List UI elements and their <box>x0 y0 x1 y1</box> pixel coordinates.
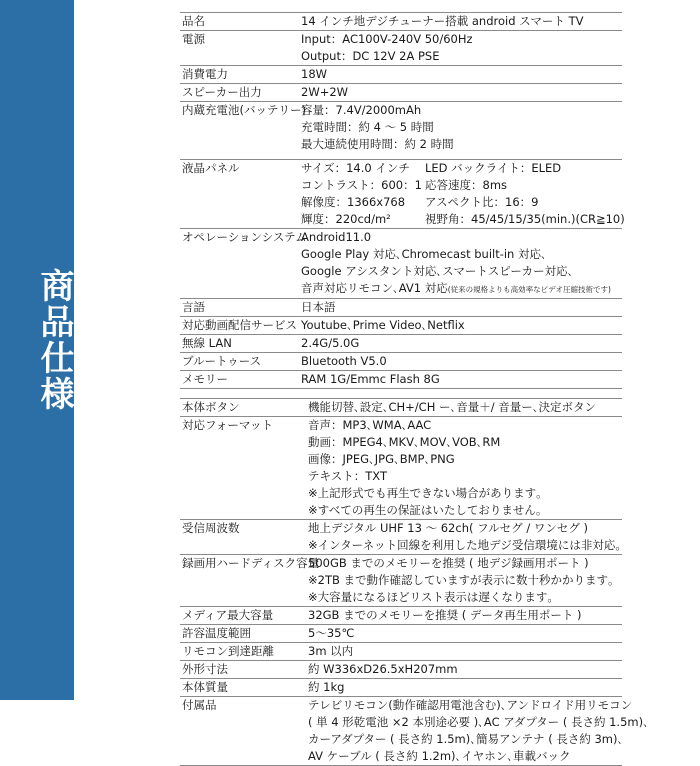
spec-row-temperature <box>180 624 622 642</box>
spec-row-media <box>180 606 622 624</box>
spec-value: Google アシスタント対応､スマートスピーカー対応､ <box>301 264 574 278</box>
spec-table <box>180 12 649 766</box>
spec-value-note: (従来の規格よりも高効率なビデオ圧縮技術です) <box>447 285 611 294</box>
spec-value: 32GB までのメモリーを推奨 ( データ再生用ポート ) <box>308 608 582 622</box>
spec-value-main: 音声対応リモコン､AV1 対応 <box>301 281 448 295</box>
spec-value: 500GB までのメモリーを推奨 ( 地デジ録画用ポート ) <box>308 556 589 570</box>
spec-value: AV ケーブル ( 長さ約 1.2m)､イヤホン､車載バック <box>308 749 571 763</box>
spec-value <box>301 280 622 298</box>
spec-value: 容量：7.4V/2000mAh <box>301 103 422 117</box>
spec-label: 許容温度範囲 <box>182 626 251 640</box>
spec-value: 約 W336xD26.5xH207mm <box>308 662 458 676</box>
spec-row-power <box>180 30 622 65</box>
spec-value: 5～35℃ <box>308 626 355 640</box>
spec-value: アスペクト比：16：9 <box>425 195 539 209</box>
spec-label: 電源 <box>182 32 205 46</box>
spec-row-streaming <box>180 316 622 334</box>
spec-value: Bluetooth V5.0 <box>301 354 387 368</box>
spec-value: 2W+2W <box>301 85 349 99</box>
spec-value: テレビリモコン(動作確認用電池含む)､アンドロイド用リモコン <box>308 698 633 712</box>
spec-row-buttons <box>180 398 622 416</box>
spec-value: 日本語 <box>301 300 336 314</box>
spec-value: Output：DC 12V 2A PSE <box>301 49 440 63</box>
spec-row-dimensions <box>180 660 622 678</box>
spec-label: 品名 <box>182 14 205 28</box>
spec-label: オペレーションシステム <box>182 230 307 244</box>
spec-value: テキスト：TXT <box>308 469 387 483</box>
spec-row-product-name <box>180 12 622 30</box>
spec-label: メモリー <box>182 372 228 386</box>
spec-value: ※上記形式でも再生できない場合があります｡ <box>308 486 542 500</box>
spec-value: 約 1kg <box>308 680 345 694</box>
spec-row-hdd <box>180 554 622 606</box>
spec-value: 輝度：220cd/m² <box>301 212 391 226</box>
spec-row-accessories <box>180 696 649 766</box>
spec-row-battery <box>180 101 622 153</box>
spec-value: ※2TB まで動作確認していますが表示に数十秒かかります｡ <box>308 573 614 587</box>
spec-row-speaker-output <box>180 83 622 101</box>
spec-value: 2.4G/5.0G <box>301 336 360 350</box>
spec-label: スピーカー出力 <box>182 85 262 99</box>
spec-value: 動画：MPEG4､MKV､MOV､VOB､RM <box>308 435 501 449</box>
spec-value: ※インターネット回線を利用した地デジ受信環境には非対応｡ <box>308 538 622 552</box>
spec-label: 無線 LAN <box>182 336 232 350</box>
spec-value: 18W <box>301 67 328 81</box>
spec-label: 付属品 <box>182 698 217 712</box>
spec-value: ( 単 4 形乾電池 ×2 本別途必要 )､AC アダプター ( 長さ約 1.5m)､ <box>308 715 649 729</box>
spec-value: RAM 1G/Emmc Flash 8G <box>301 372 440 386</box>
spec-label: 消費電力 <box>182 67 228 81</box>
spec-value: 応答速度：8ms <box>425 178 508 192</box>
spec-row-frequency <box>180 519 622 554</box>
spec-row-power-consumption <box>180 65 622 83</box>
spec-row-weight <box>180 678 622 696</box>
spec-value: Youtube､Prime Video､Netflix <box>301 318 465 332</box>
spec-value: コントラスト：600：1 <box>301 178 422 192</box>
spec-row-wifi <box>180 334 622 352</box>
sidebar <box>0 0 74 700</box>
spec-value: 3m 以内 <box>308 644 354 658</box>
spec-label: 本体質量 <box>182 680 228 694</box>
spec-label: リモコン到達距離 <box>182 644 274 658</box>
spec-row-language <box>180 298 622 316</box>
spec-row-memory <box>180 370 622 389</box>
spec-value: サイズ：14.0 インチ <box>301 161 410 175</box>
spec-label: ブルートゥース <box>182 354 262 368</box>
spec-label: 録画用ハードディスク容量 <box>182 556 320 570</box>
spec-row-bluetooth <box>180 352 622 370</box>
spec-row-formats <box>180 416 622 519</box>
spec-value: Input：AC100V-240V 50/60Hz <box>301 32 473 46</box>
spec-value: 最大連続使用時間：約 2 時間 <box>301 137 454 151</box>
spec-value: Google Play 対応､Chromecast built-in 対応､ <box>301 247 547 261</box>
spec-label: 内蔵充電池(バッテリー) <box>182 103 306 117</box>
spec-label: メディア最大容量 <box>182 608 274 622</box>
spec-label: 言語 <box>182 300 205 314</box>
spec-label: 対応動画配信サービス <box>182 318 297 332</box>
spec-label: 受信周波数 <box>182 521 240 535</box>
spec-row-remote-range <box>180 642 622 660</box>
spec-label: 対応フォーマット <box>182 418 273 432</box>
spec-label: 外形寸法 <box>182 662 228 676</box>
spec-row-os <box>180 228 622 298</box>
spec-value: LED バックライト：ELED <box>425 161 562 175</box>
spec-value: ※大容量になるほどリスト表示は遅くなります｡ <box>308 590 554 604</box>
spec-value: 音声：MP3､WMA､AAC <box>308 418 432 432</box>
spec-value: 機能切替､設定､CH+/CH ー､音量＋/ 音量ー､決定ボタン <box>308 400 597 414</box>
spec-value: 充電時間：約 4 ～ 5 時間 <box>301 120 434 134</box>
spec-value: カーアダプター ( 長さ約 1.5m)､簡易アンテナ ( 長さ約 3m)､ <box>308 732 624 746</box>
spec-value: Android11.0 <box>301 230 372 244</box>
spec-value: 視野角：45/45/15/35(min.)(CR≧10) <box>425 212 625 226</box>
sidebar-title: 商品仕様 <box>34 268 74 412</box>
spec-value: 14 インチ地デジチューナー搭載 android スマート TV <box>301 14 584 28</box>
spec-label: 本体ボタン <box>182 400 240 414</box>
spec-value: 画像：JPEG､JPG､BMP､PNG <box>308 452 455 466</box>
spec-value: 地上デジタル UHF 13 ～ 62ch( フルセグ / ワンセグ ) <box>308 521 588 535</box>
spec-value: ※すべての再生の保証はいたしておりません｡ <box>308 503 542 517</box>
spec-label: 液晶パネル <box>182 161 240 175</box>
spec-value: 解像度：1366x768 <box>301 195 406 209</box>
spec-row-lcd-panel <box>180 159 625 228</box>
